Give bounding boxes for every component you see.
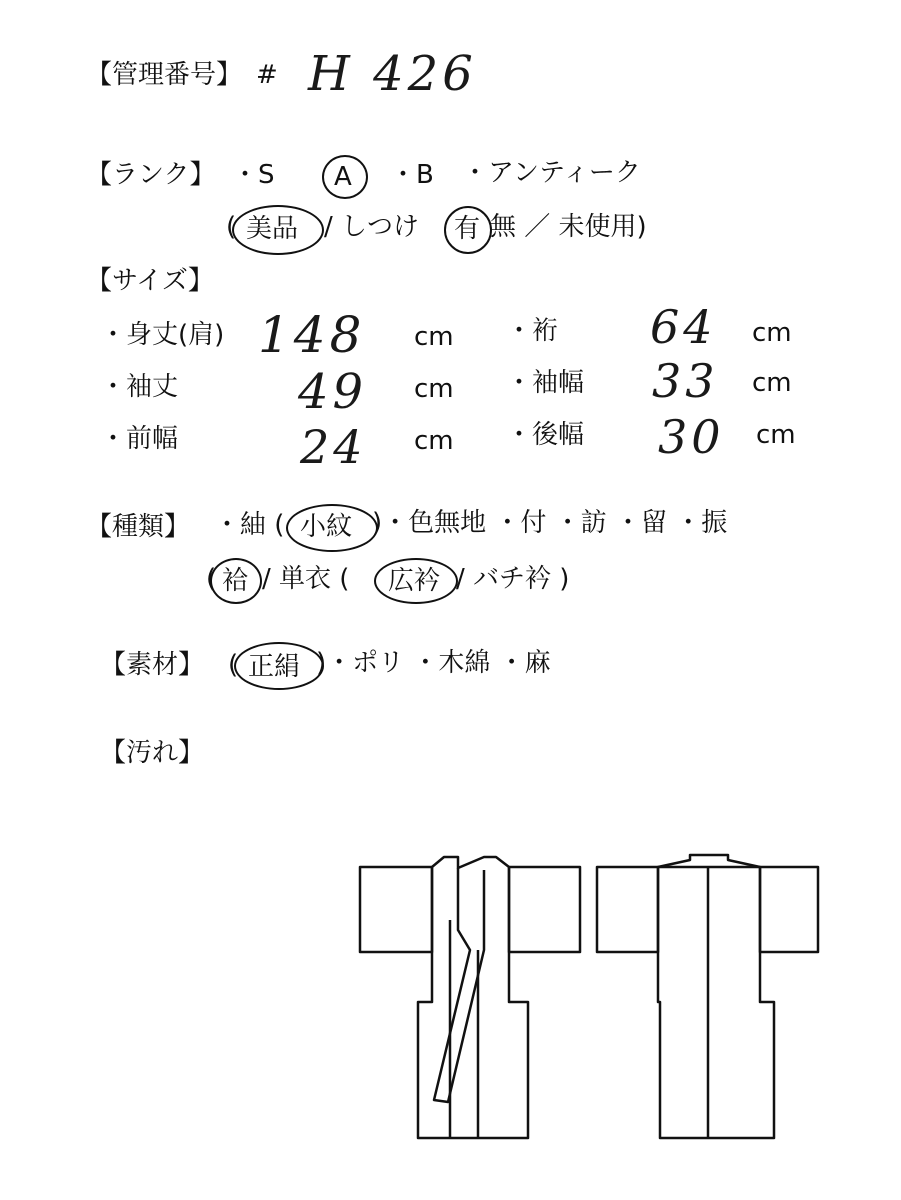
type-other-options: )・色無地 ・付 ・訪 ・留 ・振: [372, 508, 728, 538]
back-right-sleeve: [760, 867, 818, 952]
size-unit: cm: [414, 322, 454, 352]
type-label: 【種類】: [86, 512, 191, 542]
management-number-value: H 426: [308, 46, 477, 102]
rank-option-antique: ・アンティーク: [462, 158, 641, 188]
size-unit: cm: [414, 426, 454, 456]
material-open-paren: (: [228, 650, 239, 680]
size-item-mitake: ・身丈(肩): [100, 320, 225, 350]
rank-label: 【ランク】: [86, 160, 216, 190]
size-value-yuki: 64: [650, 300, 717, 354]
size-item-yuki: ・裄: [506, 316, 559, 346]
material-label: 【素材】: [100, 650, 205, 680]
type-tsumugi: ・紬 (: [214, 510, 285, 540]
lining-open-paren: (: [206, 564, 217, 594]
size-unit: cm: [756, 420, 796, 450]
type-komon-text: 小紋: [300, 512, 353, 542]
collar-hiroeri: 広衿: [388, 566, 441, 596]
rank-option-a: A: [334, 162, 352, 192]
size-unit: cm: [752, 368, 792, 398]
material-silk: 正絹: [248, 652, 301, 682]
kimono-back: [597, 855, 818, 1138]
front-left-sleeve: [360, 867, 432, 952]
rank-option-b: ・B: [390, 160, 434, 190]
condition-beauty: 美品: [246, 214, 299, 244]
basting-rest: 無 ／ 未使用): [490, 212, 647, 242]
size-item-sodetake: ・袖丈: [100, 372, 179, 402]
lining-awase: 袷: [222, 566, 249, 596]
material-other-options: )・ポリ ・木綿 ・麻: [316, 648, 551, 678]
size-value-mitake: 148: [258, 306, 366, 364]
size-item-sodehaba: ・袖幅: [506, 368, 585, 398]
size-unit: cm: [414, 374, 454, 404]
front-right-sleeve: [509, 867, 580, 952]
front-collar: [434, 868, 484, 1102]
size-unit: cm: [752, 318, 792, 348]
collar-bachieri: / バチ衿 ): [456, 564, 570, 594]
basting-label: / しつけ: [324, 212, 420, 242]
size-value-sodetake: 49: [298, 364, 368, 420]
lining-hitoe: / 単衣 (: [262, 564, 350, 594]
hash-sign: #: [256, 60, 278, 90]
back-body: [658, 855, 774, 1138]
basting-yes: 有: [454, 214, 481, 244]
size-item-ushirohaba: ・後幅: [506, 420, 585, 450]
rank-option-s: ・S: [232, 160, 275, 190]
size-value-maehaba: 24: [300, 420, 367, 474]
back-left-sleeve: [597, 867, 658, 952]
kimono-front: [360, 857, 580, 1138]
size-label: 【サイズ】: [86, 266, 214, 296]
size-item-maehaba: ・前幅: [100, 424, 179, 454]
stains-label: 【汚れ】: [100, 738, 205, 768]
kimono-diagram: [352, 850, 822, 1150]
condition-open-paren: (: [226, 212, 237, 242]
size-value-ushirohaba: 30: [658, 410, 725, 464]
management-number-label: 【管理番号】: [86, 60, 243, 90]
size-value-sodehaba: 33: [652, 354, 719, 408]
